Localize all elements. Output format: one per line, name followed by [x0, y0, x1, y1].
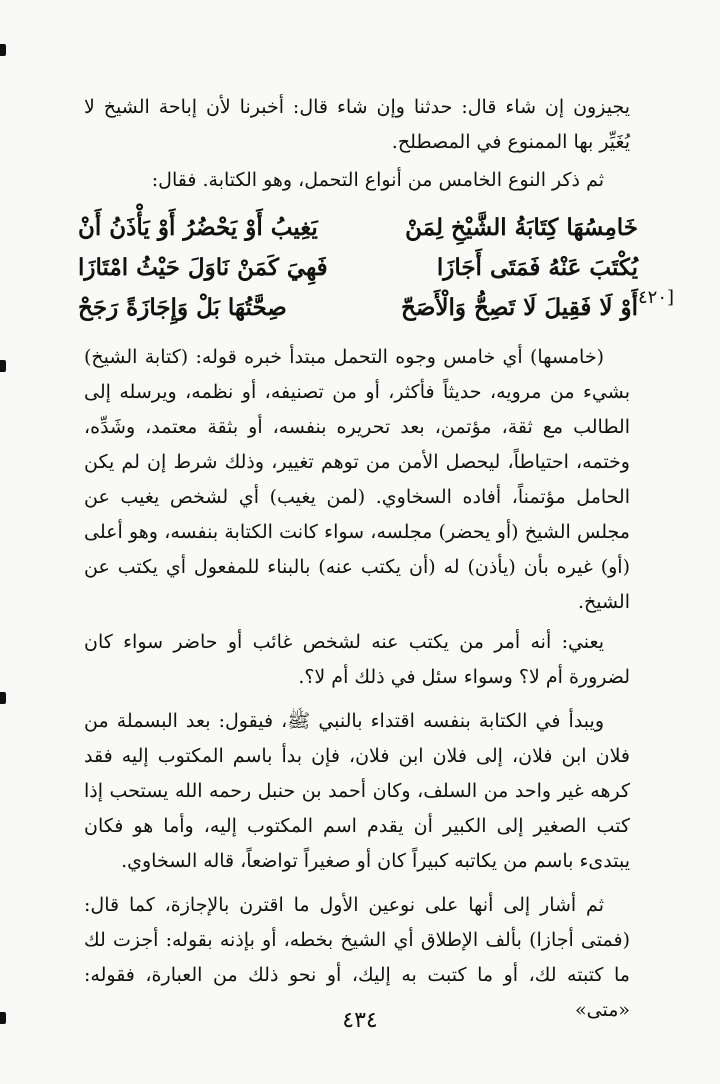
paragraph-4: يعني: أنه أمر من يكتب عنه لشخص غائب أو حاضر سواء كان لضرورة أم لا؟ وسواء سئل في ذلك أم لا؟.	[84, 631, 630, 688]
paragraph-3-commentary: (خامسها) أي خامس وجوه التحمل مبتدأ خبره قوله: (كتابة الشيخ) بشيء من مرويه، حديثاً فأكثر، أو من تصنيفه، أو نظمه، ويرسله إلى الطالب مع ثقة، مؤتمن، بعد تحريره بنفسه، أو بثقة معتمد، وشَدِّه، وختمه، احتياطاً، ليحصل الأمن من توهم تغيير، وذلك شرط إن لم يكن الحامل مؤتمناً، أفاده السخاوي. (لمن يغيب) أي لشخص يغيب عن مجلس الشيخ (أو يحضر) مجلسه، سواء كانت الكتابة بنفسه، وهو أعلى (أو) غيره بأن (يأذن) له (أن يكتب عنه) بالبناء للمفعول أي يكتب عن الشيخ.	[84, 346, 630, 613]
poem-verse-1-first-hemistich: خَامِسُهَا كِتَابَةُ الشَّيْخِ لِمَنْ	[405, 213, 638, 241]
page-number: ٤٣٤	[342, 1008, 378, 1033]
poem-verse-2-first-hemistich: يُكْتَبَ عَنْهُ فَمَتَى أَجَازَا	[436, 253, 638, 281]
verse-number: [٤٢٠	[638, 287, 675, 308]
poem-verse-3-second-hemistich: صِحَّتُهَا بَلْ وَإِجَازَةً رَجَحْ	[78, 293, 287, 321]
poem-verse-3	[78, 288, 638, 326]
paragraph-6: ثم أشار إلى أنها على نوعين الأول ما اقترن بالإجازة، كما قال: (فمتى أجازا) بألف الإطلاق أي الشيخ بخطه، أو بإذنه بقوله: أجزت لك ما كتبته لك، أو ما كتبت به إليك، أو نحو ذلك من العبارة، فقوله: «متى»	[84, 894, 630, 1021]
poem-verse-1	[78, 208, 638, 246]
poem-verse-3-first-hemistich: أَوْ لَا فَقِيلَ لَا تَصِحُّ وَالْأَصَحّ	[401, 293, 638, 321]
paragraph-1: يجيزون إن شاء قال: حدثنا وإن شاء قال: أخبرنا لأن إباحة الشيخ لا يُغَيِّر بها الممنوع في المصطلح.	[84, 96, 630, 153]
poem-verse-2	[78, 248, 638, 286]
scan-mark-left-upper	[0, 360, 6, 372]
paragraph-2: ثم ذكر النوع الخامس من أنواع التحمل، وهو الكتابة. فقال:	[151, 169, 604, 191]
scan-mark-top-left	[0, 44, 6, 56]
poem-verse-2-second-hemistich: فَهِيَ كَمَنْ نَاوَلَ حَيْثُ امْتَازَا	[78, 253, 328, 281]
scan-mark-left-lower	[0, 692, 6, 704]
scan-mark-bottom-left	[0, 1012, 6, 1024]
paragraph-5: ويبدأ في الكتابة بنفسه اقتداء بالنبي ﷺ، فيقول: بعد البسملة من فلان ابن فلان، إلى فلان ابن فلان، فإن بدأ باسم المكتوب إليه فقد كرهه غير واحد من السلف، وكان أحمد بن حنبل رحمه الله يستحب إذا كتب الصغير إلى الكبير أن يقدم اسم المكتوب إليه، وأما هو فكان يبتدىء باسم من يكاتبه كبيراً كان أو صغيراً تواضعاً، قاله السخاوي.	[84, 710, 630, 872]
poem-verse-1-second-hemistich: يَغِيبُ أَوْ يَحْضُرُ أَوْ يَأْذَنُ أَنْ	[78, 213, 318, 241]
